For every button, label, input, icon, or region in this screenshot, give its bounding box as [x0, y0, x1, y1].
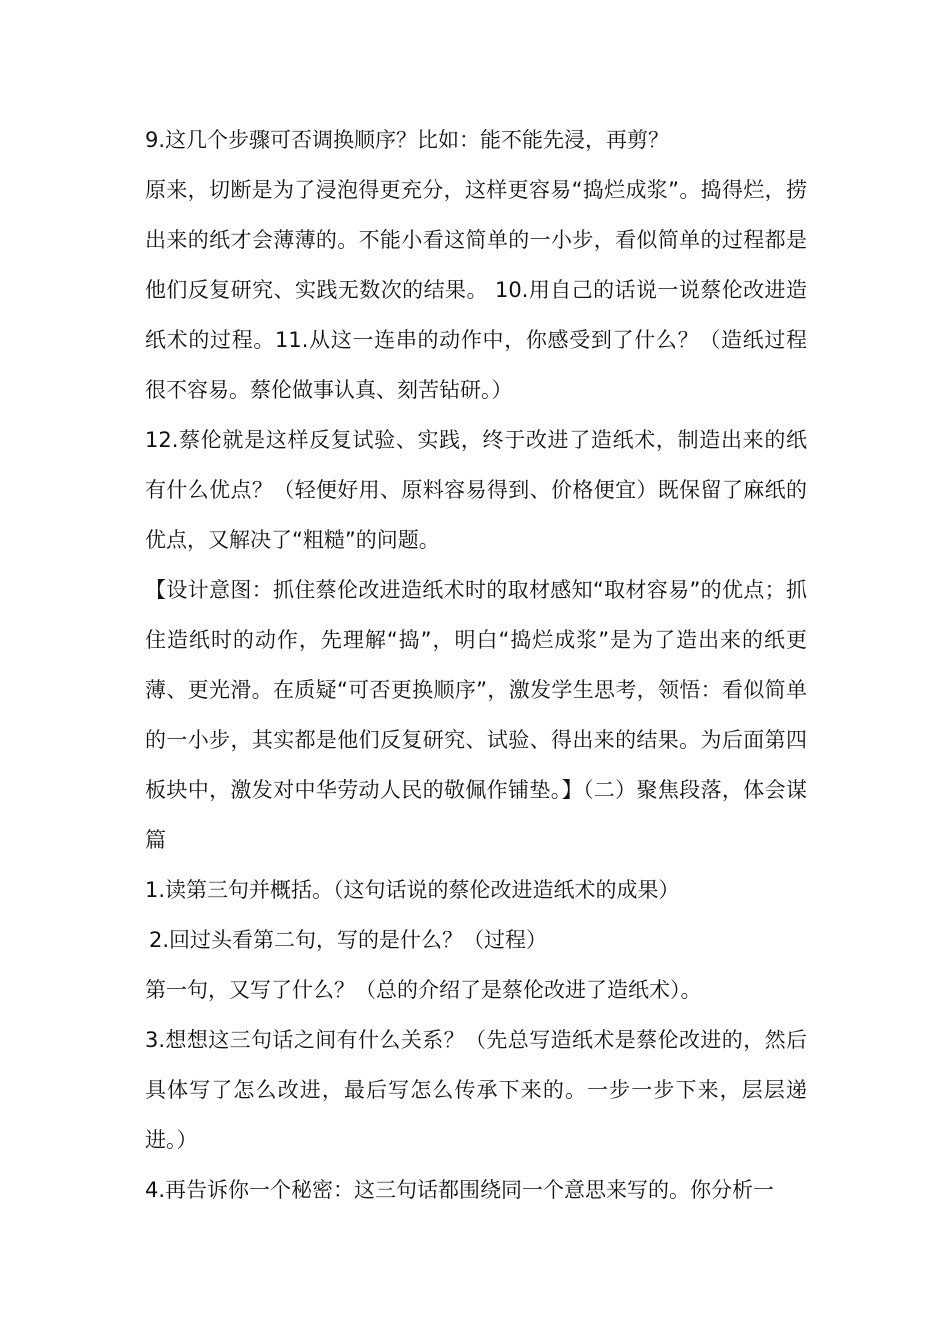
paragraph-explanation: 原来，切断是为了浸泡得更充分，这样更容易“捣烂成浆”。捣得烂，捞出来的纸才会薄薄的。不能小看这简单的一小步，看似简单的过程都是他们反复研究、实践无数次的结果。 10.用自己的话说一说蔡伦改进造纸术的过程。11.从这一连串的动作中，你感受到了什么？（造纸过程很不容易。蔡伦做事认真、刻苦钻研。）	[145, 178, 807, 402]
paragraph-question-12: 12.蔡伦就是这样反复试验、实践，终于改进了造纸术，制造出来的纸有什么优点？（轻便好用、原料容易得到、价格便宜）既保留了麻纸的优点，又解决了“粗糙”的问题。	[145, 428, 807, 552]
paragraph-item-2: 2.回过头看第二句，写的是什么？（过程）	[149, 928, 548, 952]
paragraph-item-1: 1.读第三句并概括。（这句话说的蔡伦改进造纸术的成果）	[145, 878, 680, 902]
paragraph-item-3: 3.想想这三句话之间有什么关系？（先总写造纸术是蔡伦改进的，然后具体写了怎么改进，最后写怎么传承下来的。一步一步下来，层层递进。）	[145, 1028, 807, 1152]
paragraph-question-9: 9.这几个步骤可否调换顺序？比如：能不能先浸，再剪？	[145, 128, 670, 152]
paragraph-item-4: 4.再告诉你一个秘密：这三句话都围绕同一个意思来写的。你分析一	[145, 1178, 775, 1202]
document-body	[145, 115, 807, 1215]
paragraph-design-intent: 【设计意图：抓住蔡伦改进造纸术时的取材感知“取材容易”的优点；抓住造纸时的动作，先理解“捣”，明白“捣烂成浆”是为了造出来的纸更薄、更光滑。在质疑“可否更换顺序”，激发学生思考，领悟：看似简单的一小步，其实都是他们反复研究、试验、得出来的结果。为后面第四板块中，激发对中华劳动人民的敬佩作铺垫。】（二）聚焦段落，体会谋篇	[145, 578, 807, 852]
paragraph-first-sentence: 第一句，又写了什么？（总的介绍了是蔡伦改进了造纸术）。	[145, 978, 702, 1002]
